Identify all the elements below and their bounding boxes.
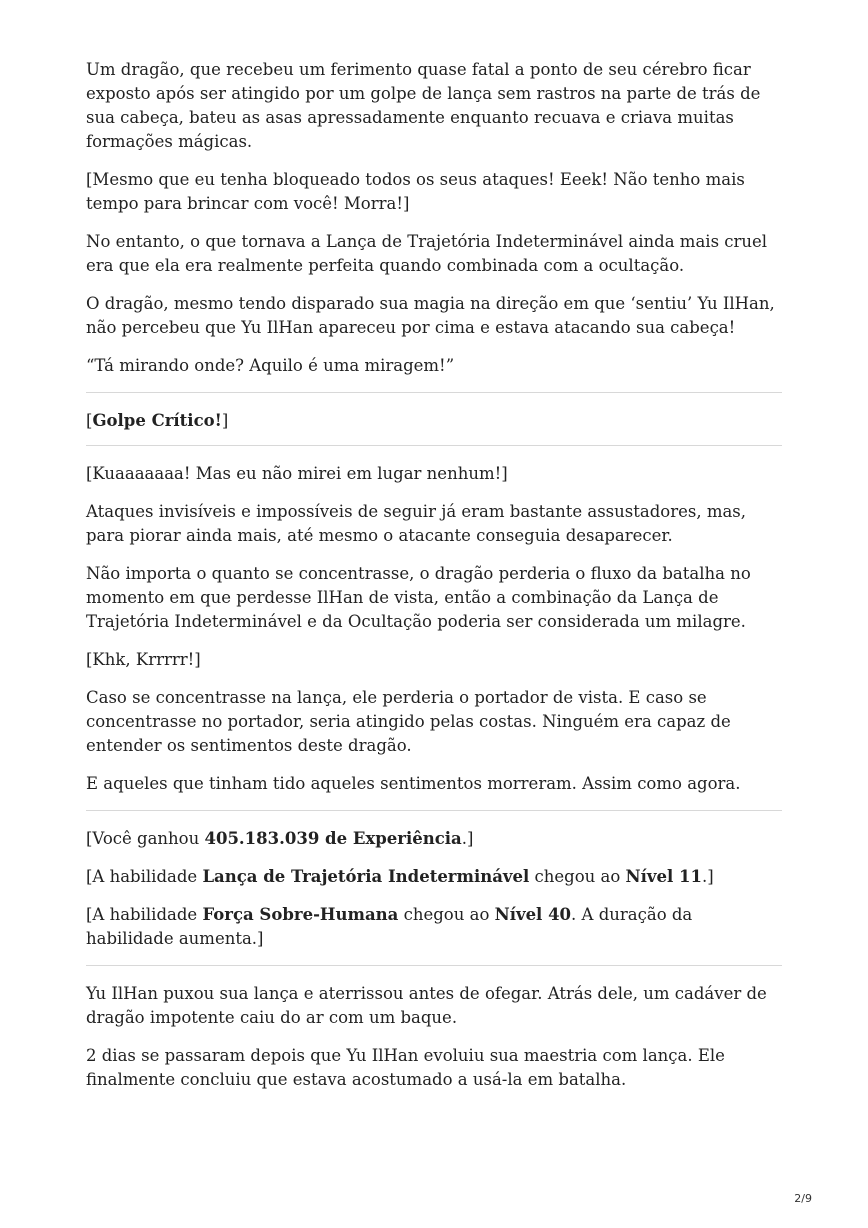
paragraph: Não importa o quanto se concentrasse, o dragão perderia o fluxo da batalha no momento em que perdesse IlHan de vista, então a combinação da Lança de Trajetória Indeterminável e da Ocultação poderia ser considerada um milagre. <box>86 564 751 631</box>
divider <box>86 445 782 446</box>
paragraph: [Mesmo que eu tenha bloqueado todos os seus ataques! Eeek! Não tenho mais tempo para brincar com você! Morra!] <box>86 170 745 213</box>
skill-level-notice: [A habilidade Lança de Trajetória Indeterminável chegou ao Nível 11.] <box>86 867 714 886</box>
paragraph: Ataques invisíveis e impossíveis de seguir já eram bastante assustadores, mas, para piorar ainda mais, até mesmo o atacante conseguia desaparecer. <box>86 502 747 545</box>
paragraph: O dragão, mesmo tendo disparado sua magia na direção em que ‘sentiu’ Yu IlHan, não percebeu que Yu IlHan apareceu por cima e estava atacando sua cabeça! <box>86 294 775 337</box>
paragraph: No entanto, o que tornava a Lança de Trajetória Indeterminável ainda mais cruel era que ela era realmente perfeita quando combinada com a ocultação. <box>86 232 768 275</box>
skill-level-notice: [A habilidade Força Sobre-Humana chegou ao Nível 40. A duração da habilidade aumenta.] <box>86 905 693 948</box>
experience-notice: [Você ganhou 405.183.039 de Experiência.] <box>86 829 474 848</box>
paragraph: Caso se concentrasse na lança, ele perderia o portador de vista. E caso se concentrasse no portador, seria atingido pelas costas. Ninguém era capaz de entender os sentimentos deste dragão. <box>86 688 731 755</box>
document-page <box>86 58 782 1106</box>
paragraph: [Khk, Krrrrr!] <box>86 650 201 669</box>
paragraph: 2 dias se passaram depois que Yu IlHan evoluiu sua maestria com lança. Ele finalmente concluiu que estava acostumado a usá-la em batalha. <box>86 1046 725 1089</box>
divider <box>86 392 782 393</box>
paragraph: [Kuaaaaaaa! Mas eu não mirei em lugar nenhum!] <box>86 464 508 483</box>
divider <box>86 965 782 966</box>
paragraph: Um dragão, que recebeu um ferimento quase fatal a ponto de seu cérebro ficar exposto após ser atingido por um golpe de lança sem rastros na parte de trás de sua cabeça, bateu as asas apressadamente enquanto recuava e criava muitas formações mágicas. <box>86 60 761 151</box>
paragraph: Yu IlHan puxou sua lança e aterrissou antes de ofegar. Atrás dele, um cadáver de dragão impotente caiu do ar com um baque. <box>86 984 767 1027</box>
divider <box>86 810 782 811</box>
paragraph: “Tá mirando onde? Aquilo é uma miragem!” <box>86 356 455 375</box>
page-number: 2/9 <box>794 1192 812 1205</box>
paragraph: E aqueles que tinham tido aqueles sentimentos morreram. Assim como agora. <box>86 774 741 793</box>
critical-hit-notice: [Golpe Crítico!] <box>86 411 229 430</box>
